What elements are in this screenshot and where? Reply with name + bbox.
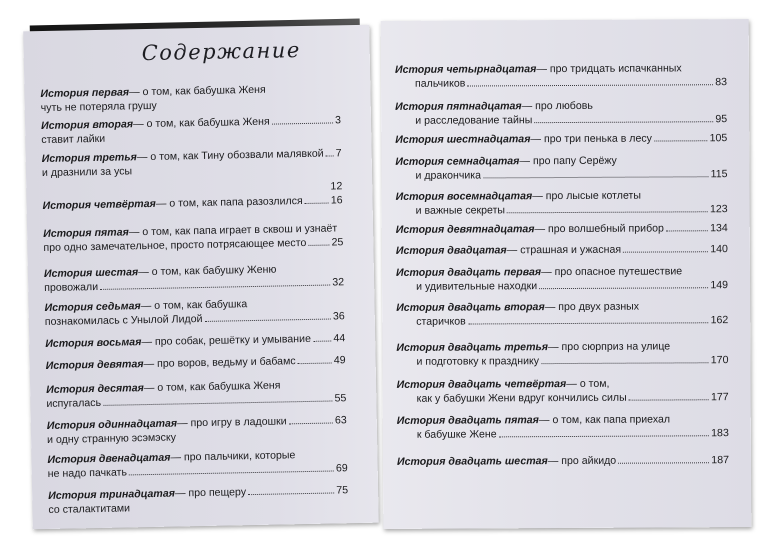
toc-entry — [44, 261, 344, 295]
dot-leader — [467, 84, 713, 86]
toc-heading: Содержание — [141, 38, 301, 66]
entry-title: История девятнадцатая — [395, 223, 535, 236]
entry-text: — о том, как бабушку Женю — [138, 263, 277, 279]
entry-text-cont: и расследование тайны — [415, 114, 533, 127]
entry-text: — про тридцать испачканных — [536, 62, 682, 76]
entry-title: История четвёртая — [42, 197, 156, 213]
entry-text: — про айкидо — [547, 454, 617, 468]
entry-text: — про три пенька в лесу — [530, 132, 652, 146]
entry-text: — про пальчики, которые — [170, 449, 296, 464]
dot-leader — [483, 176, 709, 178]
toc-entry — [397, 453, 729, 469]
page-number: 95 — [715, 113, 728, 126]
entry-text: — о том, как бабушка Женя — [143, 379, 281, 395]
entry-title: История двадцать третья — [396, 341, 549, 354]
toc-entry — [396, 264, 728, 294]
dot-leader — [629, 399, 709, 400]
page-number: 149 — [710, 279, 729, 292]
toc-entry — [396, 299, 728, 329]
entry-text: — о том, — [566, 377, 610, 391]
toc-entry — [47, 413, 347, 447]
entry-title: История восьмая — [45, 336, 142, 351]
page-number: 36 — [332, 310, 345, 323]
dot-leader — [289, 422, 333, 424]
entry-text-cont: к бабушке Жене — [416, 428, 497, 441]
dot-leader — [618, 462, 709, 463]
dot-leader — [507, 211, 708, 213]
entry-text-cont: как у бабушки Жени вдруг кончились силы — [416, 391, 627, 405]
entry-text-cont: и подготовку к празднику — [416, 355, 540, 368]
entry-text-cont: и одну странную эсэмэску — [46, 431, 177, 446]
entry-text-cont: ставит лайки — [41, 132, 106, 147]
page-number: 140 — [710, 243, 728, 256]
entry-text: — про лысые котлеты — [532, 189, 641, 203]
toc-entry — [395, 131, 727, 147]
entry-title: История пятая — [43, 226, 129, 241]
entry-text-cont: старичков — [416, 315, 466, 328]
entry-text: — про воров, ведьму и бабамс — [143, 355, 296, 371]
page-number: 3 — [334, 114, 342, 127]
toc-entry — [395, 61, 727, 91]
page-number: 25 — [331, 236, 344, 249]
toc-entry — [48, 483, 348, 517]
page-number: 49 — [333, 354, 346, 367]
toc-entry — [42, 146, 342, 180]
entry-text-cont: познакомилась с Унылой Лидой — [44, 312, 203, 329]
toc-entry — [395, 98, 727, 128]
entry-title: История одиннадцатая — [46, 417, 178, 432]
entry-text-cont: и важные секреты — [415, 204, 506, 217]
dot-leader — [305, 203, 329, 204]
dot-leader — [623, 251, 708, 252]
entry-title: История седьмая — [44, 300, 141, 315]
toc-entry — [396, 188, 728, 218]
entry-text: — про волшебный прибор — [534, 222, 664, 236]
page-number: 83 — [715, 76, 728, 89]
page-number: 123 — [709, 203, 728, 216]
entry-title: История двадцать четвёртая — [396, 378, 567, 391]
entry-text: — про любовь — [521, 99, 593, 113]
toc-page-right — [381, 19, 752, 529]
dot-leader — [541, 362, 709, 364]
page-number: 69 — [335, 462, 348, 475]
entry-title: История тринадцатая — [48, 487, 176, 502]
entry-text-cont: и дразнили за усы — [41, 165, 133, 180]
entry-text: — про папу Серёжу — [519, 154, 617, 168]
entry-text-cont: провожали — [44, 280, 99, 295]
toc-entry — [396, 242, 728, 258]
entry-text-cont: не надо пачкать — [47, 466, 128, 480]
toc-entry — [41, 113, 341, 147]
toc-entry — [42, 179, 342, 213]
entry-text: — о том, как Тину обозвали малявкой — [136, 147, 324, 164]
toc-entry — [45, 331, 345, 351]
page-number: 7 — [335, 147, 342, 160]
page-number: 162 — [710, 314, 729, 327]
entry-title: История пятнадцатая — [395, 100, 522, 113]
entry-text: — про пещеру — [174, 486, 247, 500]
entry-text: — про игру в ладошки — [176, 415, 287, 430]
dot-leader — [468, 322, 709, 324]
entry-text-cont: и дракончика — [415, 169, 482, 182]
toc-page-left — [23, 25, 378, 530]
page-number: 16 — [330, 194, 343, 207]
entry-title: История шестая — [43, 266, 139, 281]
page-number: 187 — [711, 454, 730, 467]
entry-title: История третья — [41, 151, 137, 166]
dot-leader — [100, 285, 330, 290]
entry-text: — о том, как бабушка — [140, 298, 248, 313]
entry-text: — о том, как папа разозлился — [155, 195, 303, 210]
entry-text: — про опасное путешествие — [541, 265, 683, 279]
entry-text-cont: и удивительные находки — [416, 280, 538, 293]
entry-title: История девятая — [45, 358, 144, 372]
dot-leader — [103, 400, 333, 405]
toc-entry — [43, 221, 343, 255]
dot-leader — [298, 363, 332, 365]
entry-text: — о том, как папа приехал — [538, 413, 671, 427]
entry-title: История двадцать пятая — [396, 414, 539, 427]
dot-leader — [539, 287, 708, 289]
entry-text: — страшная и ужасная — [506, 243, 622, 257]
dot-leader — [534, 121, 713, 123]
page-number: 32 — [332, 276, 345, 289]
toc-entry — [396, 221, 728, 237]
toc-entry — [397, 376, 729, 406]
entry-title: История шестнадцатая — [395, 133, 531, 146]
toc-entry — [396, 339, 728, 369]
entry-text: — о том, как бабушка Женя — [128, 83, 266, 99]
dot-leader — [129, 470, 334, 475]
page-number: 75 — [336, 484, 349, 497]
page-number: 12 — [330, 180, 343, 193]
toc-entry — [395, 153, 727, 183]
page-number: 115 — [710, 168, 728, 181]
entry-text-cont: пальчиков — [414, 77, 466, 90]
page-number: 134 — [710, 222, 728, 235]
entry-text: — о том, как папа играет в сквош и узнаёт — [128, 222, 338, 239]
entry-title: История двенадцатая — [47, 451, 171, 466]
entry-title: История двадцатая — [395, 244, 507, 257]
entry-text-cont: про одно замечательное, просто потрясающее место — [43, 236, 307, 255]
dot-leader — [205, 319, 332, 322]
entry-text: — про сюрприз на улице — [547, 340, 671, 354]
toc-entry — [46, 353, 346, 373]
entry-text: — про собак, решётку и умывание — [141, 332, 312, 349]
page-number: 177 — [710, 391, 729, 404]
entry-text: — о том, как бабушка Женя — [132, 115, 270, 131]
dot-leader — [313, 341, 332, 342]
entry-title: История вторая — [40, 118, 134, 133]
toc-entry — [44, 295, 344, 329]
entry-title: История семнадцатая — [395, 155, 520, 168]
page-number: 183 — [711, 427, 729, 440]
toc-entry — [46, 377, 346, 411]
dot-leader — [248, 492, 334, 495]
entry-title: История двадцать первая — [395, 266, 542, 279]
dot-leader — [308, 245, 329, 246]
dot-leader — [666, 230, 708, 231]
entry-title: История первая — [40, 86, 130, 101]
page-number: 63 — [334, 414, 347, 427]
entry-text: — про двух разных — [544, 300, 640, 314]
dot-leader — [499, 435, 710, 437]
toc-entry — [397, 412, 729, 442]
dot-leader — [654, 140, 708, 141]
page-number: 105 — [709, 132, 728, 145]
toc-entry — [47, 447, 347, 481]
page-number: 44 — [333, 332, 346, 345]
entry-text-cont: со сталактитами — [48, 502, 131, 516]
dot-leader — [326, 155, 334, 156]
entry-title: История десятая — [46, 382, 144, 396]
page-number: 55 — [334, 392, 347, 405]
toc-entry — [40, 81, 340, 115]
entry-title: История двадцать шестая — [396, 455, 548, 468]
entry-title: История двадцать вторая — [396, 301, 545, 314]
dot-leader — [272, 122, 333, 124]
entry-text-cont: испугалась — [46, 396, 102, 410]
page-number: 170 — [710, 354, 729, 367]
entry-title: История четырнадцатая — [394, 63, 537, 76]
entry-title: История восемнадцатая — [395, 190, 533, 203]
entry-text-cont: чуть не потеряла грушу — [40, 99, 157, 115]
